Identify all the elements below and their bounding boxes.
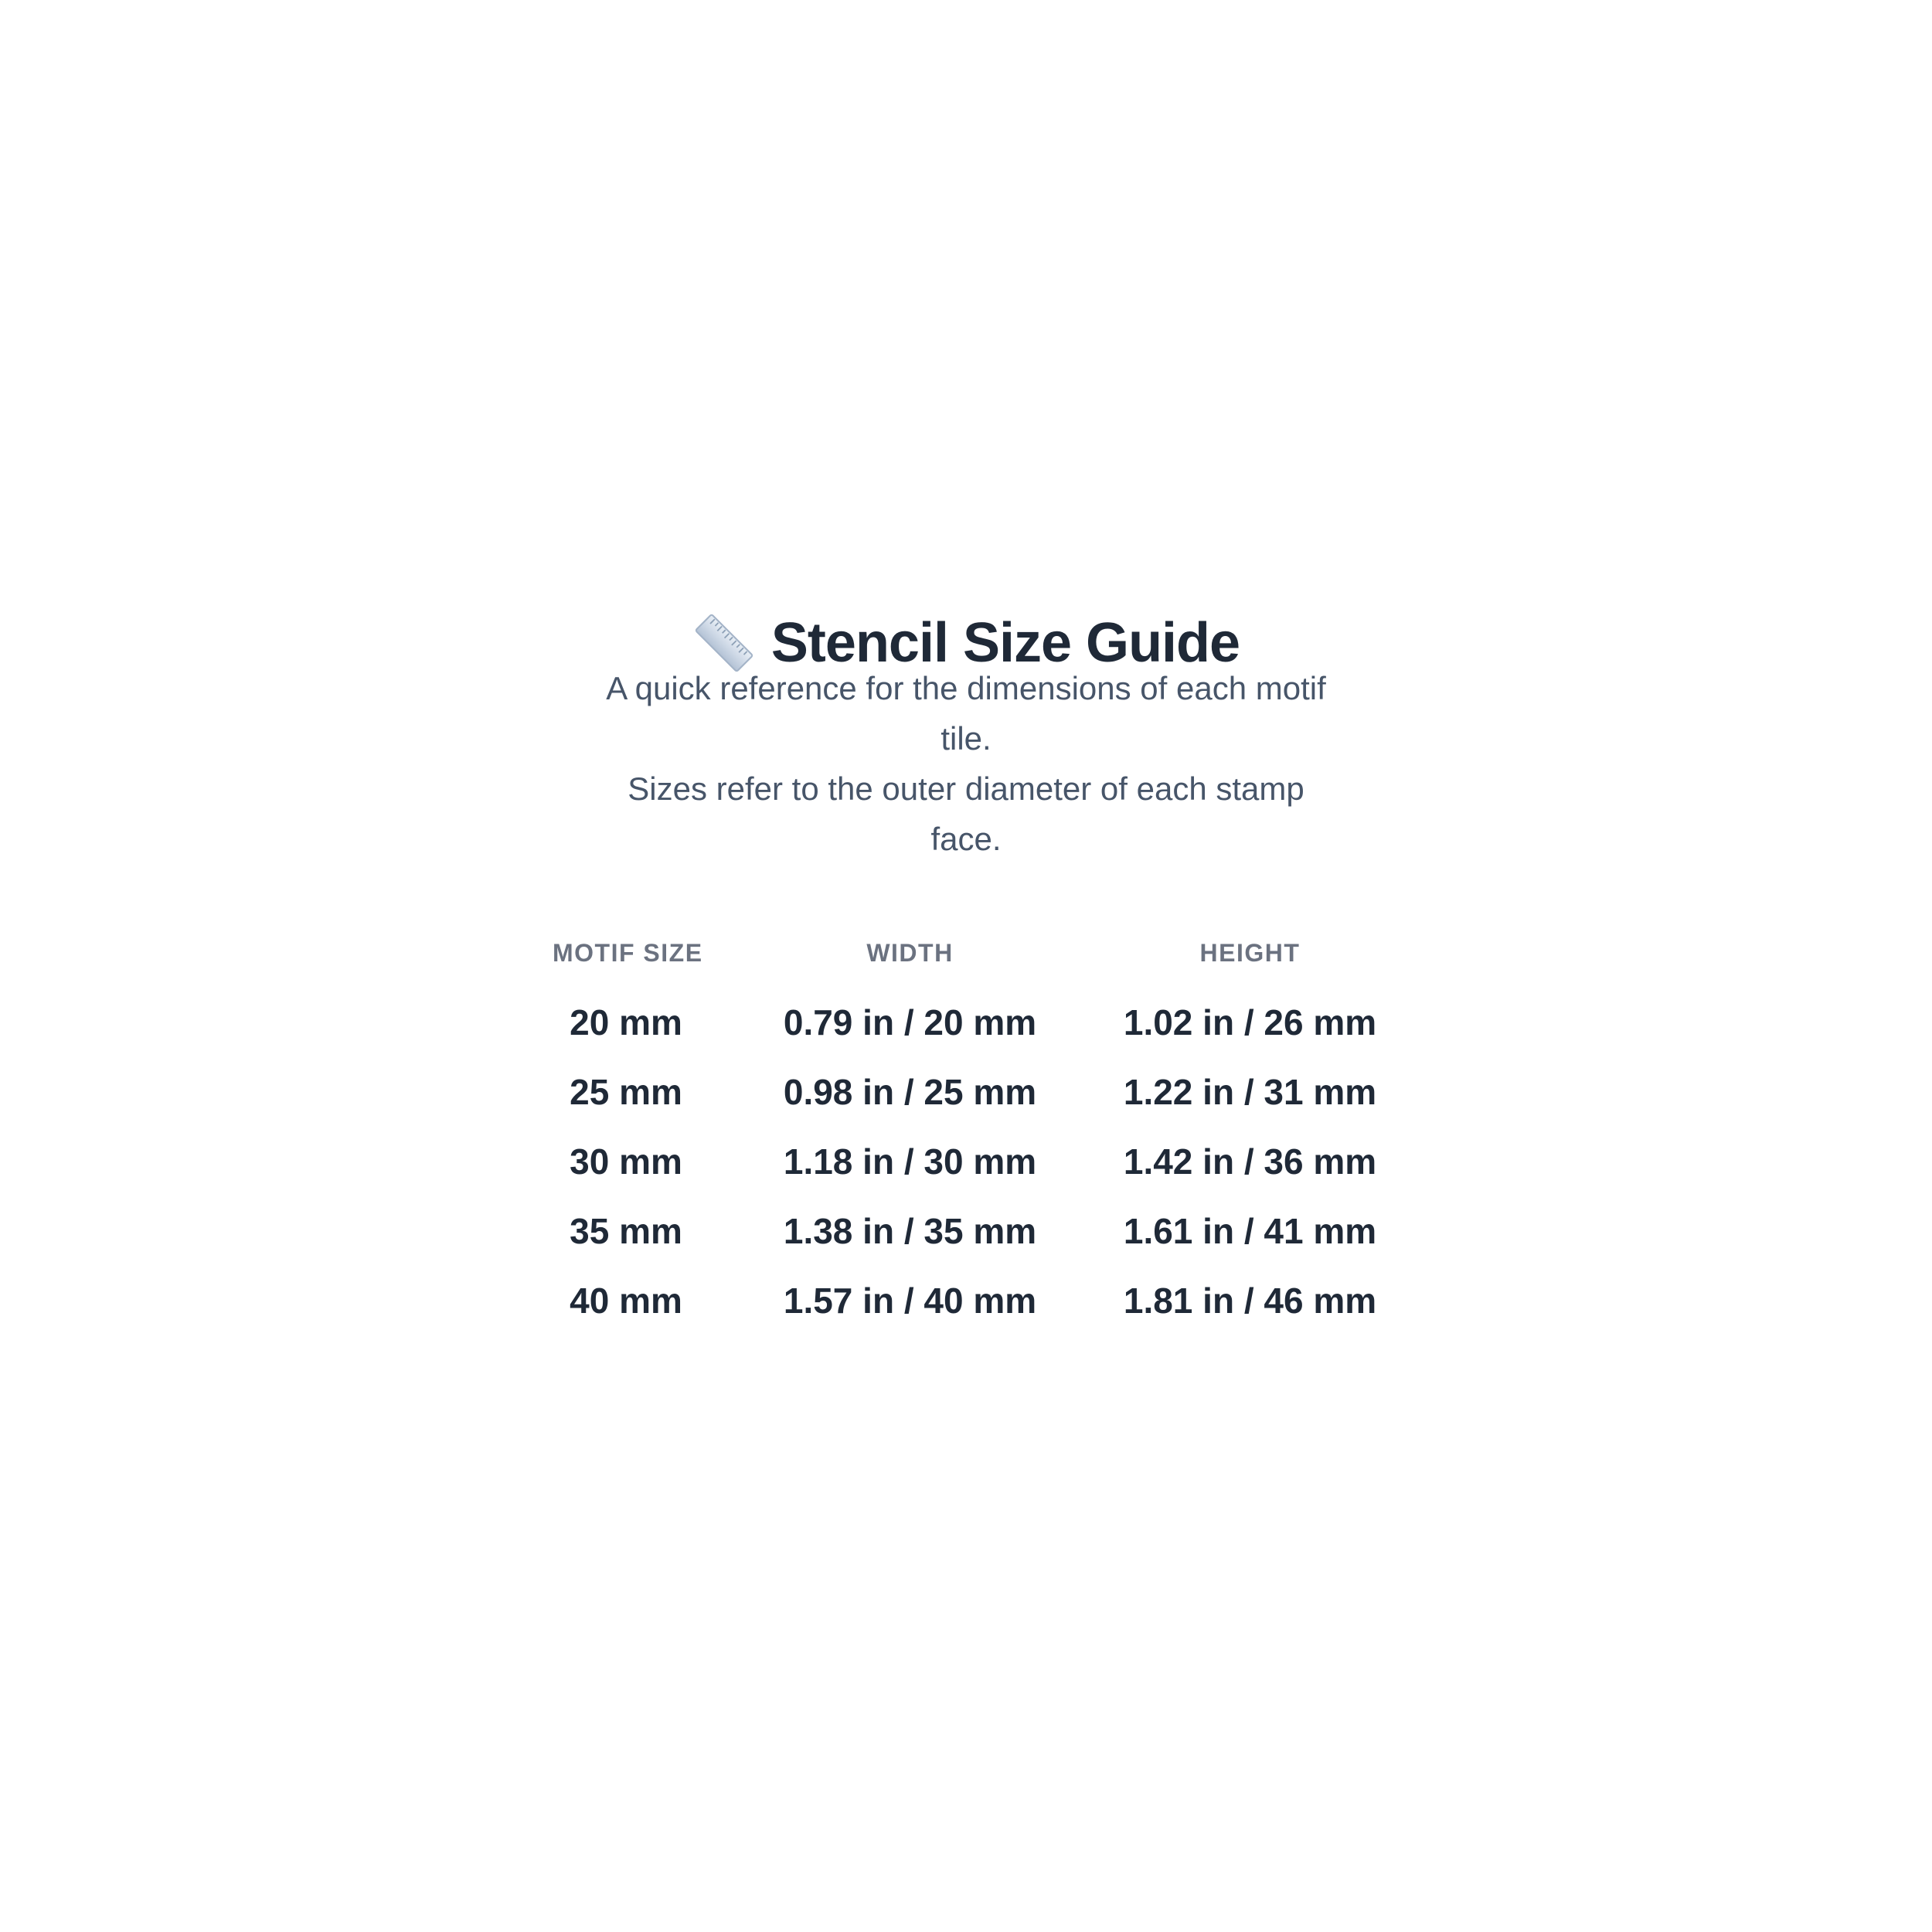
cell-height: 1.81 in / 46 mm bbox=[1123, 1281, 1377, 1321]
subtitle-line: tile. bbox=[940, 720, 992, 757]
column-header-height: HEIGHT bbox=[1199, 938, 1301, 967]
subtitle-line: A quick reference for the dimensions of each motif bbox=[606, 670, 1326, 706]
cell-height: 1.42 in / 36 mm bbox=[1123, 1141, 1377, 1182]
size-table bbox=[553, 918, 1379, 1335]
cell-motif-size: 30 mm bbox=[570, 1141, 682, 1182]
cell-motif-size: 35 mm bbox=[570, 1211, 682, 1251]
cell-height: 1.02 in / 26 mm bbox=[1123, 1002, 1377, 1043]
cell-motif-size: 40 mm bbox=[570, 1281, 682, 1321]
cell-height: 1.61 in / 41 mm bbox=[1123, 1211, 1377, 1251]
cell-width: 1.38 in / 35 mm bbox=[783, 1211, 1037, 1251]
page-subtitle bbox=[0, 663, 1932, 864]
cell-motif-size: 20 mm bbox=[570, 1002, 682, 1043]
page-title: Stencil Size Guide bbox=[770, 612, 1240, 675]
cell-motif-size: 25 mm bbox=[570, 1072, 682, 1112]
subtitle-line: Sizes refer to the outer diameter of each stamp bbox=[628, 770, 1304, 807]
column-header-motif-size: MOTIF SIZE bbox=[553, 938, 703, 967]
cell-width: 0.98 in / 25 mm bbox=[783, 1072, 1037, 1112]
cell-width: 1.57 in / 40 mm bbox=[783, 1281, 1037, 1321]
cell-width: 0.79 in / 20 mm bbox=[783, 1002, 1037, 1043]
subtitle-line: face. bbox=[930, 821, 1002, 857]
cell-width: 1.18 in / 30 mm bbox=[783, 1141, 1037, 1182]
column-header-width: WIDTH bbox=[866, 938, 954, 967]
cell-height: 1.22 in / 31 mm bbox=[1123, 1072, 1377, 1112]
